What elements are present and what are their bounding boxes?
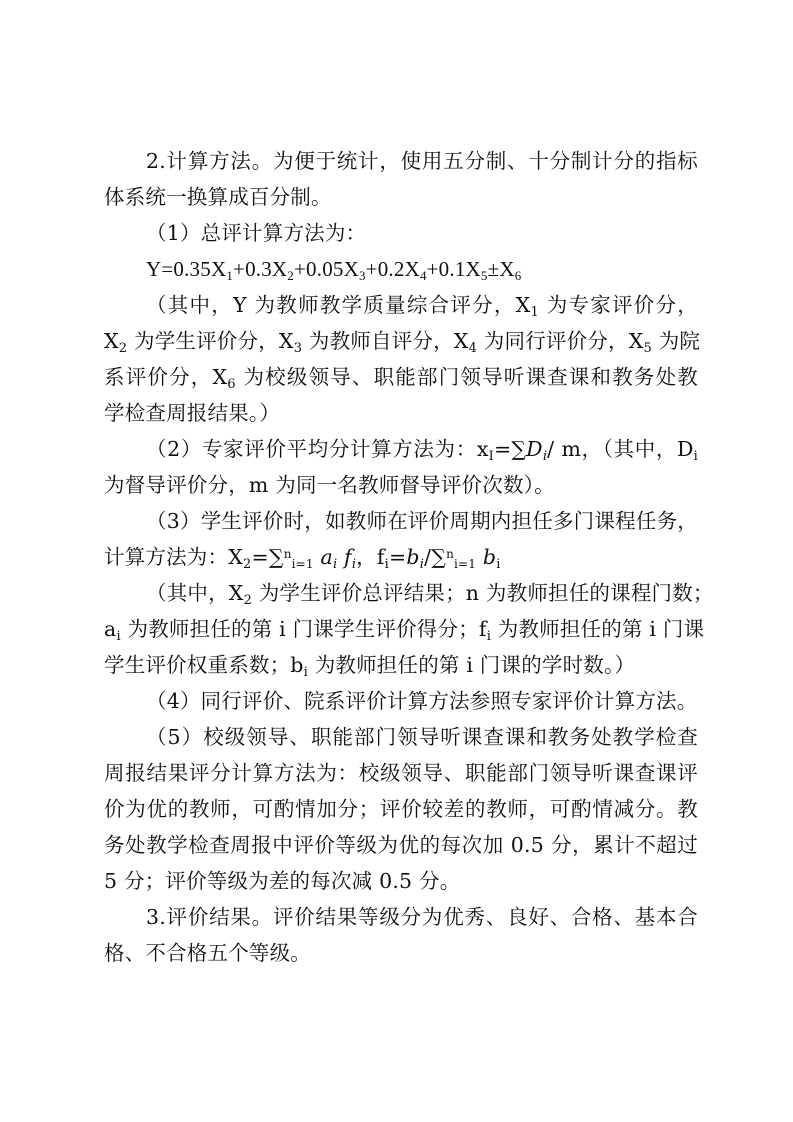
para-student-formula: 计算方法为：$X_2=\sum^n_{i=1}$ $a_i$ $f_i$，$f_i=b_i/\sum^n_{i=1}$ $b_i$ [104, 545, 501, 572]
para-student-line1: （3）学生评价时，如教师在评价周期内担任多门课程任务， [146, 509, 698, 533]
para-leader-line5: 5 分；评价等级为差的每次减 0.5 分。 [104, 869, 461, 893]
para-where-line4: 学检查周报结果。） [104, 401, 281, 425]
para-leader-line1: （5）校级领导、职能部门领导听课查课和教务处教学检查 [146, 725, 698, 749]
formula-total: $Y=0.35X_1+0.3X_2+0.05X_3+0.2X_4+0.1X_5\pm X_6$ [146, 257, 522, 283]
para-student-where-line2: $a_i$ 为教师担任的第 i 门课学生评价得分；$f_i$ 为教师担任的第 i 门课 [104, 617, 705, 644]
para-where-line3: 系评价分，$X_6$ 为校级领导、职能部门领导听课查课和教务处教 [104, 365, 699, 392]
para-expert-line1: （2）专家评价平均分计算方法为：$x_I=\sum D_i/$ m，（其中，$D_i$ [146, 437, 698, 464]
para-where-line1: （其中，Y 为教师教学质量综合评分，$X_1$ 为专家评价分， [146, 293, 698, 320]
para-total-title: （1）总评计算方法为： [146, 221, 367, 245]
para-leader-line3: 价为优的教师，可酌情加分；评价较差的教师，可酌情减分。教 [104, 797, 698, 821]
para-student-where-line1: （其中，$X_2$ 为学生评价总评结果；n 为教师担任的课程门数； [146, 581, 714, 608]
para-leader-line2: 周报结果评分计算方法为：校级领导、职能部门领导听课查课评 [104, 761, 698, 785]
para-method-line1: 2.计算方法。为便于统计，使用五分制、十分制计分的指标 [146, 149, 698, 173]
para-expert-line2: 为督导评价分，m 为同一名教师督导评价次数）。 [104, 473, 555, 497]
para-peer: （4）同行评价、院系评价计算方法参照专家评价计算方法。 [146, 689, 698, 713]
para-result-line1: 3.评价结果。评价结果等级分为优秀、良好、合格、基本合 [146, 905, 698, 929]
para-method-line2: 体系统一换算成百分制。 [104, 185, 332, 209]
para-where-line2: $X_2$ 为学生评价分，$X_3$ 为教师自评分，$X_4$ 为同行评价分，$X_5$ 为院 [104, 329, 701, 356]
document-page [104, 143, 714, 971]
para-student-where-line3: 学生评价权重系数；$b_i$ 为教师担任的第 i 门课的学时数。） [104, 653, 636, 680]
para-result-line2: 格、不合格五个等级。 [104, 941, 311, 965]
para-leader-line4: 务处教学检查周报中评价等级为优的每次加 0.5 分，累计不超过 [104, 833, 698, 857]
